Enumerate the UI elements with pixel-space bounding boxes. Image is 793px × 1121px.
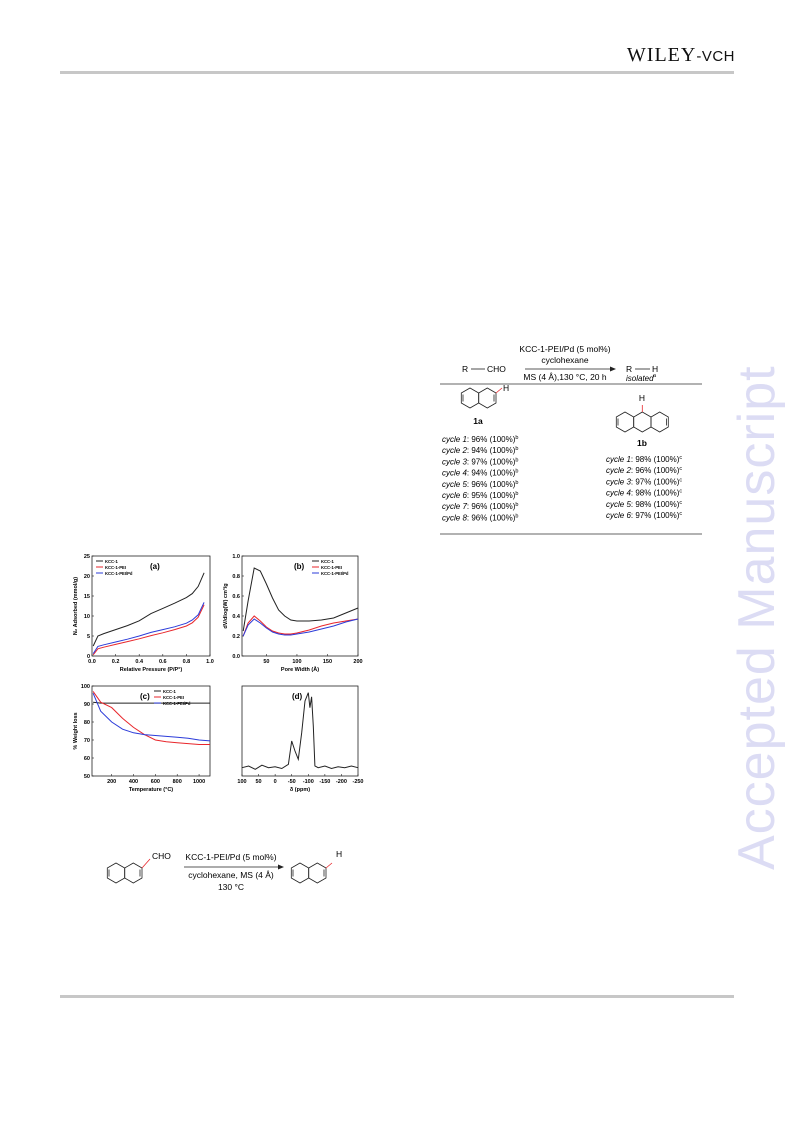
- x-axis-label: Temperature (°C): [128, 787, 174, 793]
- cycle-entry: [442, 435, 518, 444]
- x-tick-label: 800: [172, 779, 182, 785]
- cycle-footnote: b: [515, 502, 519, 509]
- cycle-footnote: b: [515, 446, 519, 453]
- x-tick-label: 0: [273, 779, 277, 785]
- cycles-1a: [442, 435, 518, 522]
- cycle-yield: : 98% (100%): [630, 488, 680, 498]
- characterization-figure: [70, 548, 370, 808]
- x-tick-label: 200: [107, 779, 117, 785]
- x-tick-label: -100: [302, 779, 314, 785]
- x-tick-label: 0.8: [182, 659, 191, 665]
- cycle-entry: [606, 489, 682, 498]
- panel-label: (c): [140, 692, 150, 701]
- y-tick-label: 70: [83, 738, 90, 744]
- cycle-footnote: c: [679, 455, 683, 461]
- cycle-entry: [442, 469, 518, 478]
- y-tick-label: 90: [83, 702, 90, 708]
- x-tick-label: 200: [353, 659, 363, 665]
- table-reactant-cho: CHO: [487, 364, 506, 374]
- series-line: [93, 605, 204, 655]
- compound-label-1a: 1a: [473, 416, 483, 426]
- cycle-entry: [606, 466, 682, 475]
- cycle-entry: [442, 502, 518, 511]
- y-axis-label: % Weight loss: [73, 712, 79, 750]
- cycle-entry: [606, 511, 682, 520]
- footer-rule: [60, 995, 734, 998]
- cycle-yield: : 97% (100%): [630, 511, 680, 520]
- h-label-1b: H: [638, 393, 646, 403]
- series-line: [93, 693, 210, 741]
- x-tick-label: 100: [237, 779, 247, 785]
- cycles-1b: [606, 455, 682, 520]
- x-tick-label: 0.4: [135, 659, 144, 665]
- cycle-entry: [606, 500, 682, 509]
- aldehyde-group: CHO: [152, 851, 171, 861]
- cycle-name: cycle 1: [442, 435, 467, 444]
- panel-label: (d): [292, 692, 303, 701]
- y-tick-label: 15: [83, 594, 90, 600]
- cycle-footnote: c: [679, 488, 683, 495]
- x-tick-label: -50: [287, 779, 296, 785]
- compound-label-1b: 1b: [637, 438, 647, 448]
- table-solvent: cyclohexane: [541, 355, 589, 365]
- cycle-yield: : 96% (100%): [466, 502, 516, 512]
- y-tick-label: 0.4: [232, 614, 240, 620]
- x-tick-label: 1.0: [206, 659, 214, 665]
- x-tick-label: 150: [322, 659, 333, 665]
- series-line: [93, 570, 204, 646]
- cycle-name: cycle 2: [442, 446, 467, 456]
- naphthalene-product-structure: [291, 863, 332, 883]
- cycle-entry: [442, 480, 518, 489]
- x-tick-label: 50: [255, 779, 262, 785]
- x-axis-label: Pore Width (Å): [280, 667, 320, 673]
- y-tick-label: 80: [83, 720, 90, 726]
- x-tick-label: 400: [128, 779, 139, 785]
- cycle-footnote: c: [679, 511, 683, 517]
- legend-label: KCC-1-PEI: [163, 694, 184, 700]
- cycle-footnote: b: [515, 468, 519, 475]
- table-isolated-label: isolated: [626, 374, 654, 383]
- cycle-footnote: c: [679, 477, 683, 484]
- x-tick-label: 0.6: [158, 659, 167, 665]
- cycle-entry: [442, 457, 518, 466]
- cycle-footnote: b: [515, 513, 519, 520]
- x-axis-label: δ (ppm): [289, 787, 311, 793]
- y-axis-label: dV/dlog(W) cm³/g: [223, 583, 229, 629]
- y-tick-label: 10: [83, 614, 90, 620]
- x-tick-label: 1000: [192, 779, 206, 785]
- h-label-1a: H: [503, 383, 510, 393]
- legend-label: KCC-1: [321, 558, 334, 564]
- series-line: [93, 702, 210, 703]
- y-tick-label: 0.2: [232, 634, 240, 640]
- chart-panel-b: [222, 554, 363, 673]
- chart-panel-c: [73, 684, 210, 793]
- x-tick-label: 600: [150, 779, 160, 785]
- cycle-yield: : 98% (100%): [630, 455, 680, 464]
- cycle-yield: : 98% (100%): [630, 499, 680, 509]
- cycle-footnote: b: [515, 435, 519, 441]
- anthracene-1b-structure: [616, 405, 668, 432]
- legend-label: KCC-1-PEI/Pd: [163, 700, 191, 706]
- x-tick-label: 100: [292, 659, 302, 665]
- panel-label: (a): [150, 562, 160, 571]
- table-reagent: KCC-1-PEI/Pd (5 mol%): [519, 344, 611, 354]
- series-line: [93, 688, 210, 744]
- model-reaction-scheme: [100, 845, 370, 905]
- publisher-logo: WILEY-VCH: [626, 44, 735, 66]
- x-tick-label: 0.2: [111, 659, 120, 665]
- y-axis-label: N₂ Adsorbed (mmol/g): [73, 576, 79, 636]
- x-tick-label: 50: [263, 659, 270, 665]
- y-tick-label: 20: [83, 574, 90, 580]
- y-tick-label: 60: [83, 756, 90, 762]
- product-h-label: H: [336, 849, 343, 859]
- header-rule: [60, 71, 734, 74]
- series-line: [242, 693, 358, 770]
- cycle-yield: : 96% (100%): [466, 513, 516, 523]
- reaction-reagent: KCC-1-PEI/Pd (5 mol%): [185, 852, 277, 862]
- x-tick-label: -200: [335, 779, 347, 785]
- cycle-name: cycle 6: [442, 491, 467, 500]
- y-tick-label: 0.0: [232, 654, 240, 660]
- cycle-name: cycle 1: [606, 455, 631, 464]
- table-isolated-sup: a: [653, 373, 657, 379]
- cycle-name: cycle 8: [442, 513, 467, 523]
- table-reactant-r: R: [462, 364, 469, 374]
- table-product-h: H: [652, 364, 659, 374]
- cycle-entry: [442, 513, 518, 522]
- panel-label: (b): [294, 562, 305, 571]
- cycle-footnote: b: [515, 491, 519, 497]
- y-tick-label: 0.6: [232, 594, 240, 600]
- plot-frame: [92, 686, 210, 776]
- cycle-name: cycle 5: [442, 479, 467, 489]
- y-tick-label: 5: [86, 634, 90, 640]
- legend-label: KCC-1: [163, 688, 176, 694]
- cycle-yield: : 94% (100%): [466, 446, 516, 456]
- y-tick-label: 100: [80, 684, 90, 690]
- cycle-footnote: b: [515, 457, 519, 464]
- cycle-name: cycle 4: [606, 488, 631, 498]
- legend-label: KCC-1-PEI/Pd: [321, 570, 349, 576]
- cycle-name: cycle 4: [442, 468, 467, 478]
- cycle-yield: : 97% (100%): [630, 477, 680, 487]
- cycle-entry: [606, 455, 682, 464]
- naphthaldehyde-structure: [107, 859, 150, 883]
- x-tick-label: 0.0: [88, 659, 96, 665]
- cycle-yield: : 97% (100%): [466, 457, 516, 467]
- cycle-name: cycle 5: [606, 499, 631, 509]
- y-tick-label: 0: [86, 654, 90, 660]
- chart-panel-d: [237, 686, 363, 793]
- cycle-name: cycle 3: [442, 457, 467, 467]
- cycle-yield: : 94% (100%): [466, 468, 516, 478]
- legend-label: KCC-1-PEI: [105, 564, 126, 570]
- table-conditions: MS (4 Å),130 °C, 20 h: [523, 372, 607, 382]
- chart-panel-a: [73, 554, 214, 673]
- cycle-name: cycle 7: [442, 502, 467, 512]
- cycle-footnote: c: [679, 466, 683, 473]
- y-tick-label: 0.8: [232, 574, 240, 580]
- legend-label: KCC-1-PEI: [321, 564, 342, 570]
- cycle-yield: : 95% (100%): [466, 491, 516, 500]
- x-tick-label: -250: [352, 779, 364, 785]
- cycle-footnote: c: [679, 499, 683, 506]
- cycle-name: cycle 2: [606, 466, 631, 476]
- cycle-name: cycle 3: [606, 477, 631, 487]
- x-tick-label: -150: [319, 779, 331, 785]
- recyclability-table: [440, 340, 702, 540]
- cycle-footnote: b: [515, 479, 519, 486]
- y-tick-label: 25: [83, 554, 90, 560]
- x-axis-label: Relative Pressure (P/P°): [119, 667, 183, 673]
- cycle-yield: : 96% (100%): [466, 479, 516, 489]
- legend-label: KCC-1-PEI/Pd: [105, 570, 133, 576]
- reaction-conditions: cyclohexane, MS (4 Å): [188, 870, 274, 880]
- cycle-entry: [606, 477, 682, 486]
- cycle-yield: : 96% (100%): [630, 466, 680, 476]
- naphthalene-1a-structure: [461, 388, 502, 408]
- cycle-entry: [442, 491, 518, 500]
- cycle-entry: [442, 446, 518, 455]
- cycle-name: cycle 6: [606, 511, 631, 520]
- reaction-temperature: 130 °C: [217, 882, 245, 892]
- legend-label: KCC-1: [105, 558, 118, 564]
- accepted-manuscript-watermark: Accepted Manuscript: [728, 365, 786, 870]
- table-product-r: R: [626, 364, 633, 374]
- cycle-yield: : 96% (100%): [466, 435, 516, 444]
- y-tick-label: 50: [83, 774, 90, 780]
- y-tick-label: 1.0: [232, 554, 240, 560]
